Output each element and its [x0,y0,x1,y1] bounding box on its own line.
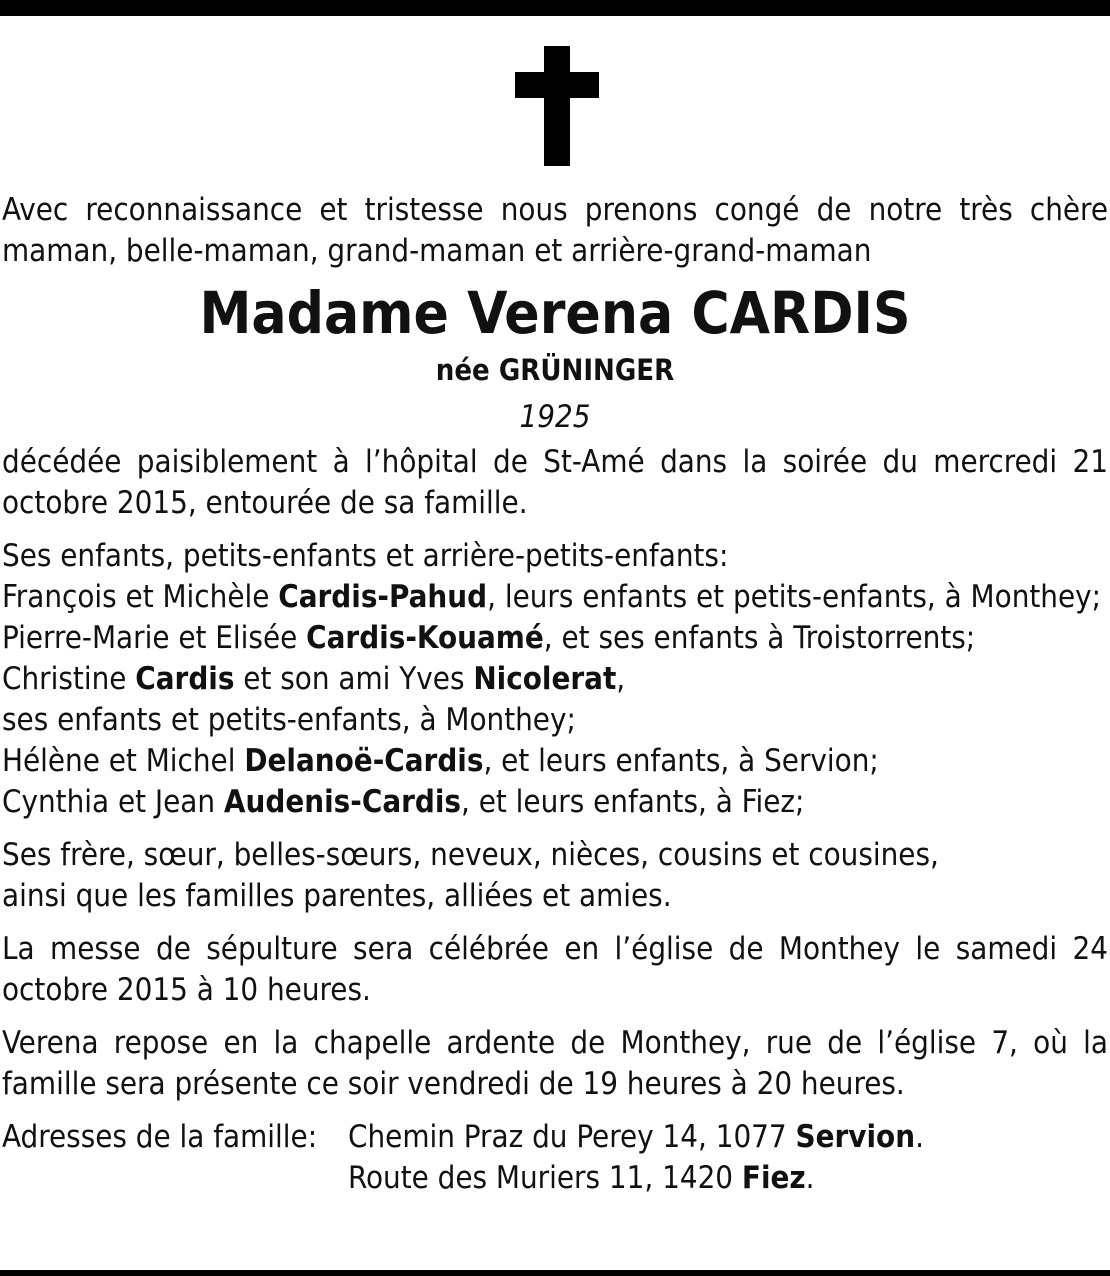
address-line: Route des Muriers 11, 1420 Fiez. [348,1160,815,1196]
family-line: Hélène et Michel Delanoë-Cardis, et leurs enfants, à Servion; [2,743,879,779]
addresses-label: Adresses de la famille: [2,1119,318,1155]
family-line: ses enfants et petits-enfants, à Monthey; [2,702,576,738]
relatives-line: Ses frère, sœur, belles-sœurs, neveux, nièces, cousins et cousines, [2,837,939,873]
death-notice: décédée paisiblement à l’hôpital de St-Amé dans la soirée du mercredi 21 octobre 2015, entourée de sa famille. [2,444,1108,521]
top-rule [0,0,1110,16]
mass-notice: La messe de sépulture sera célébrée en l’église de Monthey le samedi 24 octobre 2015 à 10 heures. [2,931,1108,1008]
relatives-line: ainsi que les familles parentes, alliées et amies. [2,878,672,914]
deceased-name: Madame Verena CARDIS [199,279,911,347]
cross-icon [515,46,599,166]
address-line: Chemin Praz du Perey 14, 1077 Servion. [348,1119,924,1155]
family-line: Pierre-Marie et Elisée Cardis-Kouamé, et ses enfants à Troistorrents; [2,620,976,656]
family-line: François et Michèle Cardis-Pahud, leurs enfants et petits-enfants, à Monthey; [2,579,1102,615]
repose-notice: Verena repose en la chapelle ardente de Monthey, rue de l’église 7, où la famille sera présente ce soir vendredi de 19 heures à 20 heures. [2,1025,1108,1102]
family-line: Cynthia et Jean Audenis-Cardis, et leurs enfants, à Fiez; [2,784,805,820]
family-intro: Ses enfants, petits-enfants et arrière-petits-enfants: [2,538,729,574]
bottom-rule [0,1270,1110,1276]
addresses-block [2,1117,1108,1199]
maiden-name: née GRÜNINGER [435,353,675,387]
obituary-content [2,190,1108,1199]
intro-text: Avec reconnaissance et tristesse nous prenons congé de notre très chère maman, belle-maman, grand-maman et arrière-grand-maman [2,192,1108,269]
family-block [2,536,1108,823]
relatives-block [2,835,1108,917]
birth-year: 1925 [519,399,591,435]
family-line: Christine Cardis et son ami Yves Nicolerat, [2,661,626,697]
